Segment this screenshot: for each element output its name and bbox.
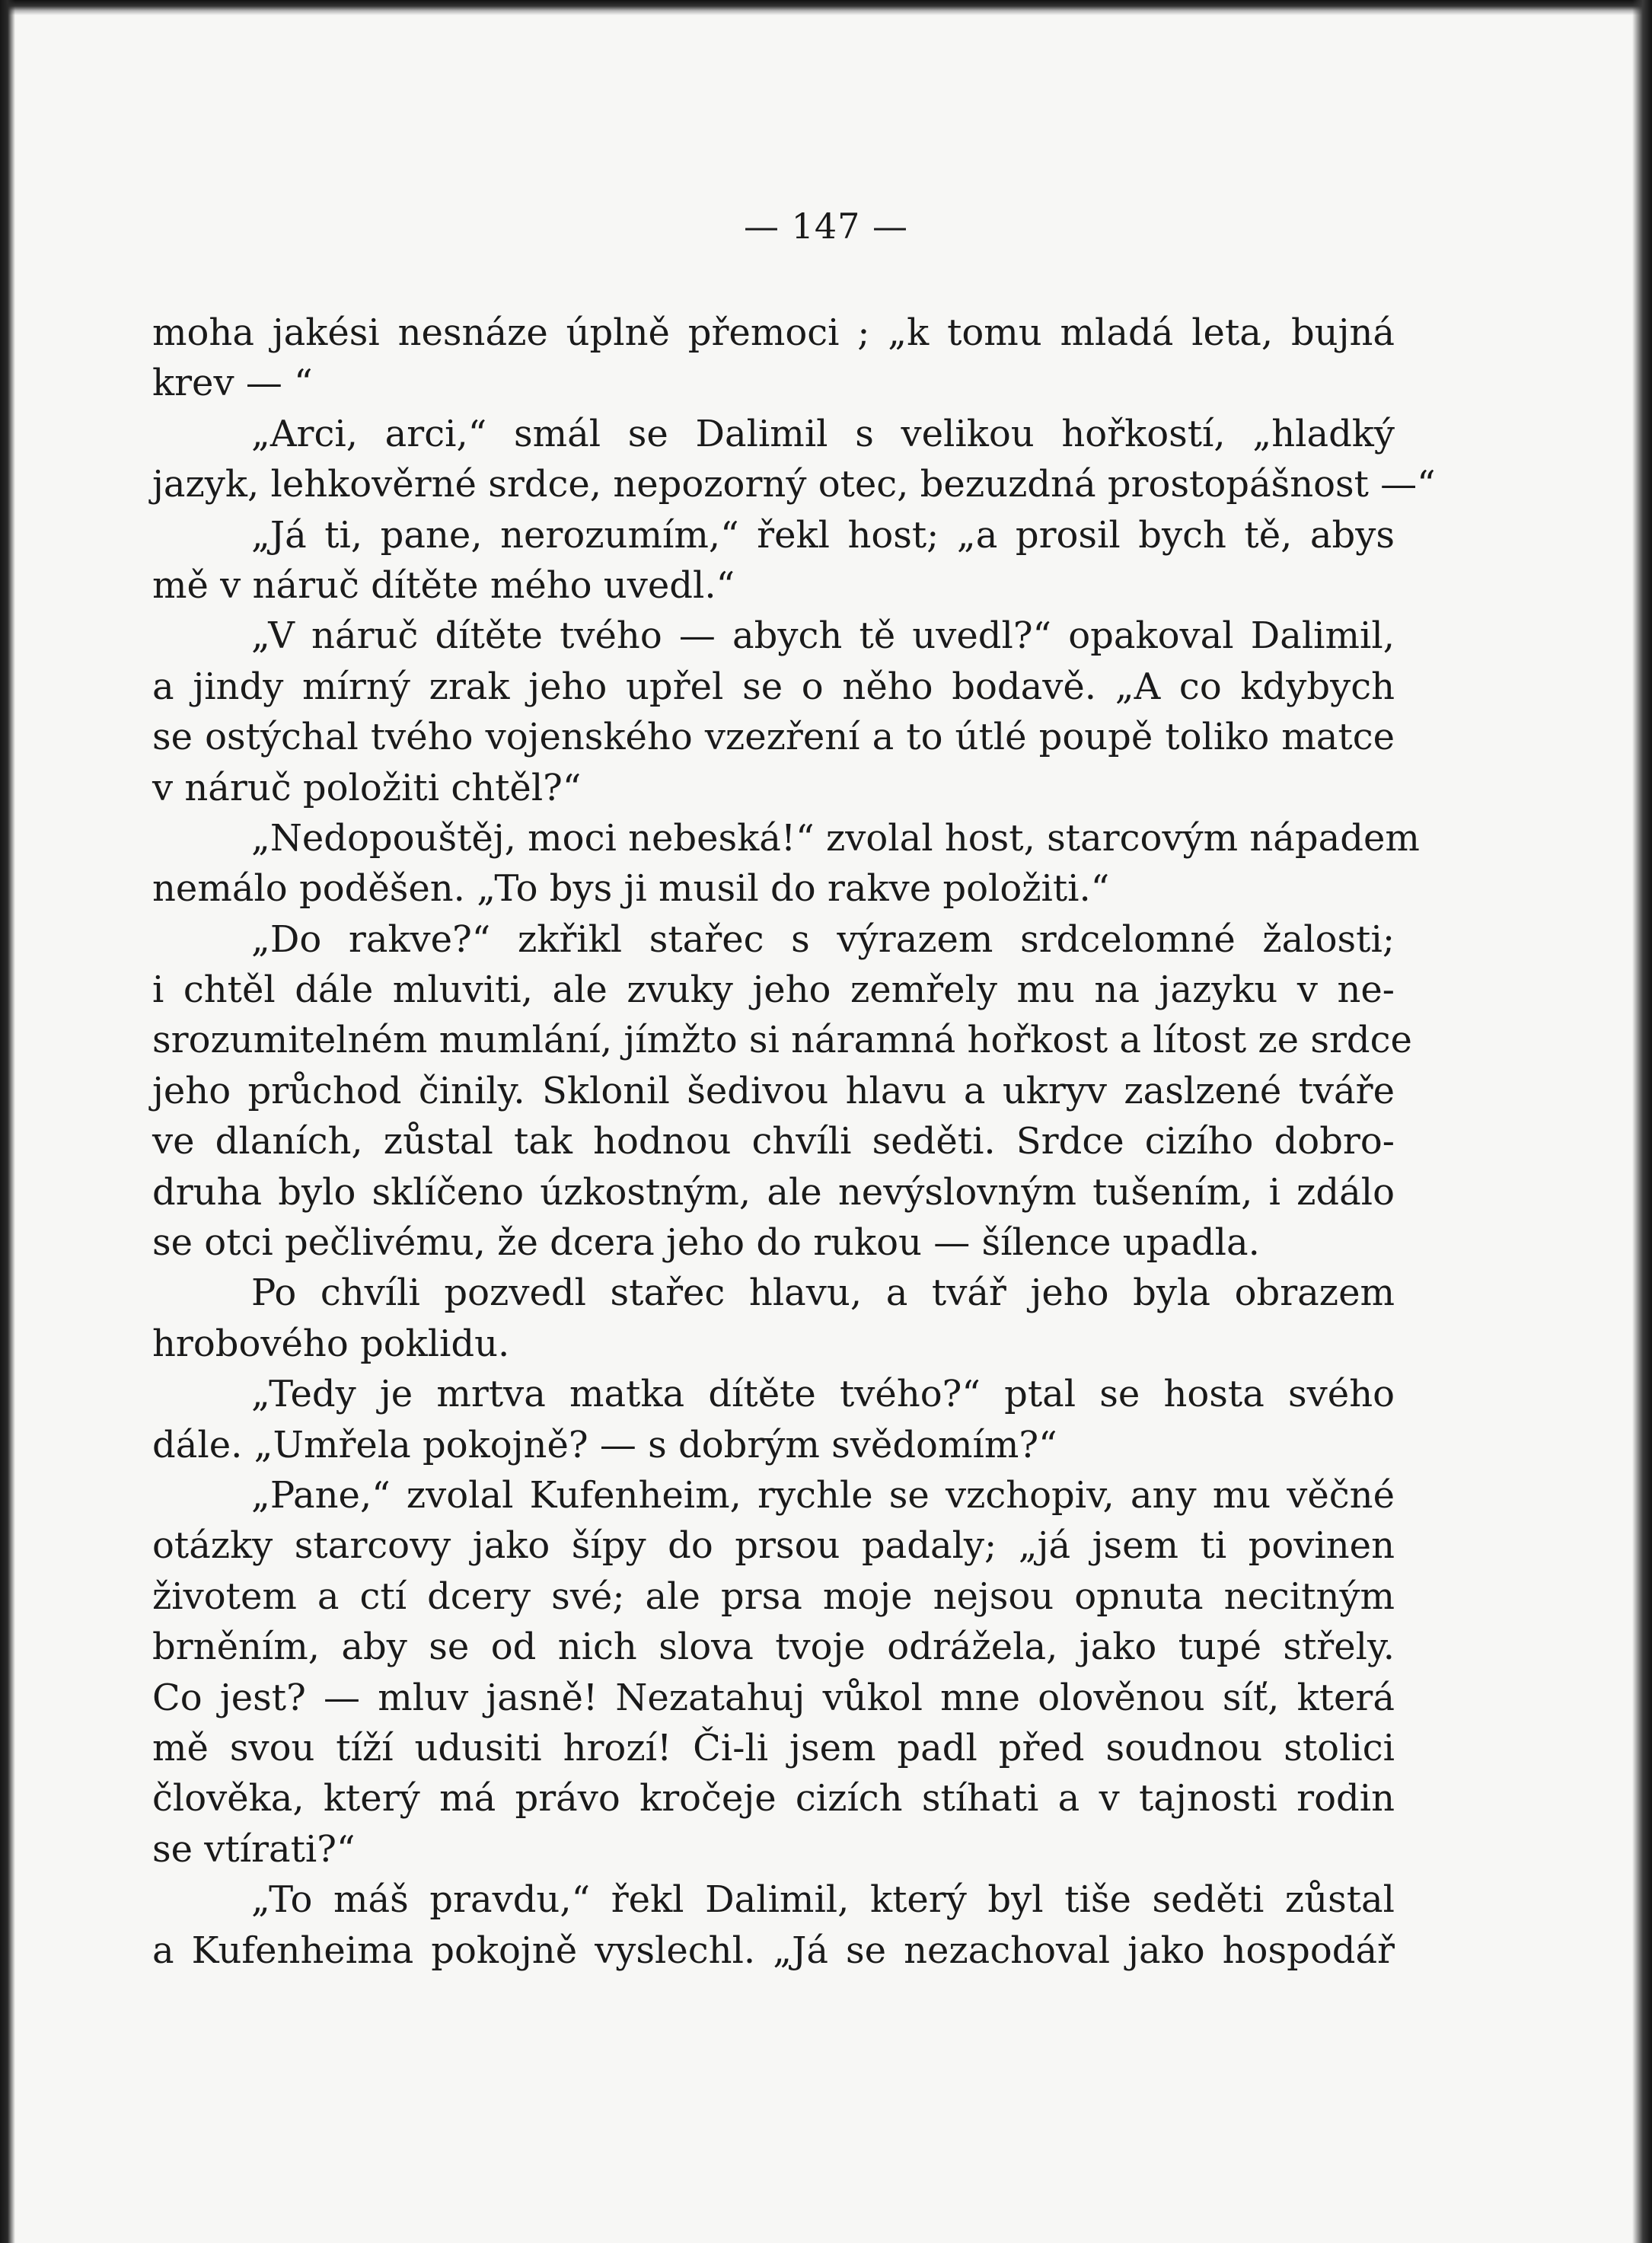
text-line: „Do rakve?“ zkřikl stařec s výrazem srdcelomné žalosti; bbox=[251, 917, 1395, 961]
text-line: „V náruč dítěte tvého — abych tě uvedl?“ opakoval Dalimil, bbox=[251, 614, 1395, 658]
text-line: životem a ctí dcery své; ale prsa moje nejsou opnuta necitným bbox=[152, 1575, 1395, 1618]
text-line: člověka, který má právo kročeje cizích stíhati a v tajnosti rodin bbox=[152, 1777, 1395, 1820]
text-line: jeho průchod činily. Sklonil šedivou hlavu a ukryv zaslzené tváře bbox=[152, 1069, 1395, 1112]
scan-edge-top bbox=[0, 0, 1652, 15]
text-line: „Já ti, pane, nerozumím,“ řekl host; „a prosil bych tě, abys bbox=[251, 513, 1395, 557]
text-line: ve dlaních, zůstal tak hodnou chvíli seděti. Srdce cizího dobro- bbox=[152, 1120, 1395, 1163]
text-line: dále. „Umřela pokojně? — s dobrým svědomím?“ bbox=[152, 1423, 1057, 1466]
text-line: se vtírati?“ bbox=[152, 1827, 356, 1871]
text-line: a Kufenheima pokojně vyslechl. „Já se nezachoval jako hospodář bbox=[152, 1929, 1395, 1972]
text-line: hrobového poklidu. bbox=[152, 1322, 510, 1365]
text-line: krev — “ bbox=[152, 362, 313, 405]
text-line: „Tedy je mrtva matka dítěte tvého?“ ptal se hosta svého bbox=[251, 1373, 1395, 1416]
text-line: druha bylo sklíčeno úzkostným, ale nevýslovným tušením, i zdálo bbox=[152, 1170, 1395, 1214]
scan-edge-right bbox=[1632, 0, 1652, 2243]
scan-edge-left bbox=[0, 0, 15, 2243]
text-line: jazyk, lehkověrné srdce, nepozorný otec, bezuzdná prostopášnost —“ bbox=[152, 463, 1436, 506]
text-line: i chtěl dále mluviti, ale zvuky jeho zemřely mu na jazyku v ne- bbox=[152, 968, 1395, 1012]
text-line: „Nedopouštěj, moci nebeská!“ zvolal host, starcovým nápadem bbox=[251, 816, 1420, 860]
text-line: Co jest? — mluv jasně! Nezatahuj vůkol mne olověnou síť, která bbox=[152, 1676, 1395, 1719]
page-number: — 147 — bbox=[743, 206, 909, 247]
text-line: se otci pečlivému, že dcera jeho do rukou — šílence upadla. bbox=[152, 1221, 1260, 1265]
text-line: „Pane,“ zvolal Kufenheim, rychle se vzchopiv, any mu věčné bbox=[251, 1473, 1395, 1517]
text-line: v náruč položiti chtěl?“ bbox=[152, 766, 582, 809]
text-line: „Arci, arci,“ smál se Dalimil s velikou hořkostí, „hladký bbox=[251, 412, 1395, 455]
text-line: mě v náruč dítěte mého uvedl.“ bbox=[152, 563, 735, 607]
text-line: brněním, aby se od nich slova tvoje odrážela, jako tupé střely. bbox=[152, 1626, 1395, 1669]
text-line: moha jakési nesnáze úplně přemoci ; „k tomu mladá leta, bujná bbox=[152, 311, 1395, 354]
text-line: srozumitelném mumlání, jímžto si náramná hořkost a lítost ze srdce bbox=[152, 1019, 1412, 1062]
text-line: se ostýchal tvého vojenského vzezření a to útlé poupě toliko matce bbox=[152, 716, 1395, 759]
text-line: mě svou tíží udusiti hrozí! Či-li jsem padl před soudnou stolici bbox=[152, 1726, 1395, 1769]
text-line: otázky starcovy jako šípy do prsou padaly; „já jsem ti povinen bbox=[152, 1524, 1395, 1568]
text-body bbox=[152, 308, 1436, 1976]
text-line: Po chvíli pozvedl stařec hlavu, a tvář jeho byla obrazem bbox=[251, 1271, 1395, 1315]
text-line: „To máš pravdu,“ řekl Dalimil, který byl tiše seděti zůstal bbox=[251, 1878, 1395, 1922]
text-line: a jindy mírný zrak jeho upřel se o něho bodavě. „A co kdybych bbox=[152, 665, 1395, 708]
text-line: nemálo poděšen. „To bys ji musil do rakve položiti.“ bbox=[152, 867, 1110, 911]
